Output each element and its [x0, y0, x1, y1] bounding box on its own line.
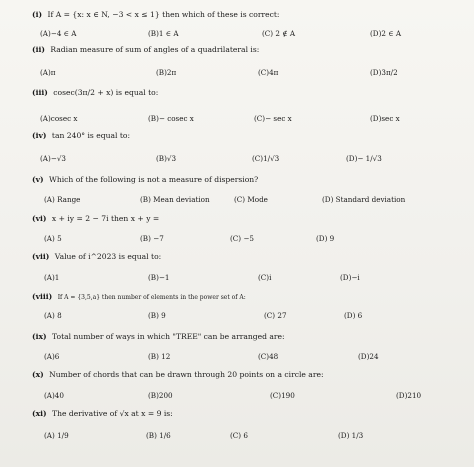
question-text: Total number of ways in which "TREE" can be arranged are:: [52, 332, 285, 341]
option-a: (A) Range: [44, 195, 81, 204]
option-b: (B) 12: [148, 352, 171, 361]
option-d: (D)− 1/√3: [346, 154, 382, 163]
question-text: x + iy = 2 − 7i then x + y =: [51, 214, 160, 223]
question-8: [32, 292, 246, 301]
question-number: (ix): [32, 332, 47, 341]
option-a: (A)cosec x: [40, 114, 78, 123]
option-d: (D)−i: [340, 273, 360, 282]
option-b: (B) 1/6: [146, 431, 171, 440]
option-c: (C)i: [258, 273, 272, 282]
option-d: (D)210: [396, 391, 422, 400]
question-number: (x): [32, 370, 44, 379]
option-b: (B) Mean deviation: [140, 195, 210, 204]
option-d: (D) Standard deviation: [322, 195, 406, 204]
question-1: [32, 10, 279, 19]
question-text: If A = {3,5,a} then number of elements in the power set of A:: [57, 294, 246, 301]
question-7: [32, 252, 161, 261]
question-11: [32, 409, 173, 418]
question-5: [32, 175, 258, 184]
option-b: (B)√3: [156, 154, 177, 163]
option-d: (D)24: [358, 352, 379, 361]
option-c: (C)48: [258, 352, 279, 361]
option-c: (C)1/√3: [252, 154, 280, 163]
question-text: If A = {x: x ∈ N, −3 < x ≤ 1} then which of these is correct:: [47, 10, 280, 19]
question-number: (xi): [32, 409, 47, 418]
option-a: (A)−√3: [40, 154, 66, 163]
question-number: (vii): [32, 252, 50, 261]
option-c: (C)− sec x: [254, 114, 292, 123]
option-a: (A)π: [40, 68, 56, 77]
question-number: (v): [32, 175, 44, 184]
question-4: [32, 131, 130, 140]
option-a: (A)1: [44, 273, 60, 282]
question-text: tan 240° is equal to:: [51, 131, 131, 140]
question-number: (i): [32, 10, 43, 19]
option-d: (D) 6: [344, 311, 363, 320]
question-9: [32, 332, 285, 341]
option-c: (C) 2 ∉ A: [262, 29, 296, 38]
option-b: (B) 9: [148, 311, 166, 320]
option-c: (C) 6: [230, 431, 248, 440]
option-d: (D) 9: [316, 234, 335, 243]
question-2: [32, 45, 259, 54]
option-d: (D)2 ∈ A: [370, 29, 402, 38]
option-c: (C) Mode: [234, 195, 268, 204]
option-b: (B)2π: [156, 68, 177, 77]
option-a: (A) 1/9: [44, 431, 69, 440]
option-d: (D)3π/2: [370, 68, 398, 77]
question-number: (vi): [32, 214, 47, 223]
option-b: (B)− cosec x: [148, 114, 194, 123]
question-number: (iv): [32, 131, 47, 140]
question-text: Number of chords that can be drawn through 20 points on a circle are:: [49, 370, 324, 379]
question-text: The derivative of √x at x = 9 is:: [52, 409, 173, 418]
option-a: (A) 5: [44, 234, 62, 243]
question-text: Which of the following is not a measure of dispersion?: [49, 175, 259, 184]
option-a: (A)6: [44, 352, 60, 361]
option-b: (B)−1: [148, 273, 170, 282]
option-b: (B)200: [148, 391, 173, 400]
question-text: cosec(3π/2 + x) is equal to:: [53, 88, 159, 97]
question-number: (ii): [32, 45, 45, 54]
question-3: [32, 88, 158, 97]
option-a: (A)40: [44, 391, 64, 400]
option-a: (A)−4 ∈ A: [40, 29, 77, 38]
option-a: (A) 8: [44, 311, 62, 320]
question-6: [32, 214, 159, 223]
option-d: (D)sec x: [370, 114, 400, 123]
option-d: (D) 1/3: [338, 431, 364, 440]
option-b: (B)1 ∈ A: [148, 29, 179, 38]
option-c: (C)4π: [258, 68, 279, 77]
question-number: (viii): [32, 292, 53, 301]
question-number: (iii): [32, 88, 48, 97]
question-text: Radian measure of sum of angles of a quadrilateral is:: [50, 45, 260, 54]
question-10: [32, 370, 324, 379]
option-b: (B) −7: [140, 234, 164, 243]
option-c: (C) −5: [230, 234, 254, 243]
option-c: (C)190: [270, 391, 295, 400]
option-c: (C) 27: [264, 311, 287, 320]
question-text: Value of i^2023 is equal to:: [54, 252, 162, 261]
